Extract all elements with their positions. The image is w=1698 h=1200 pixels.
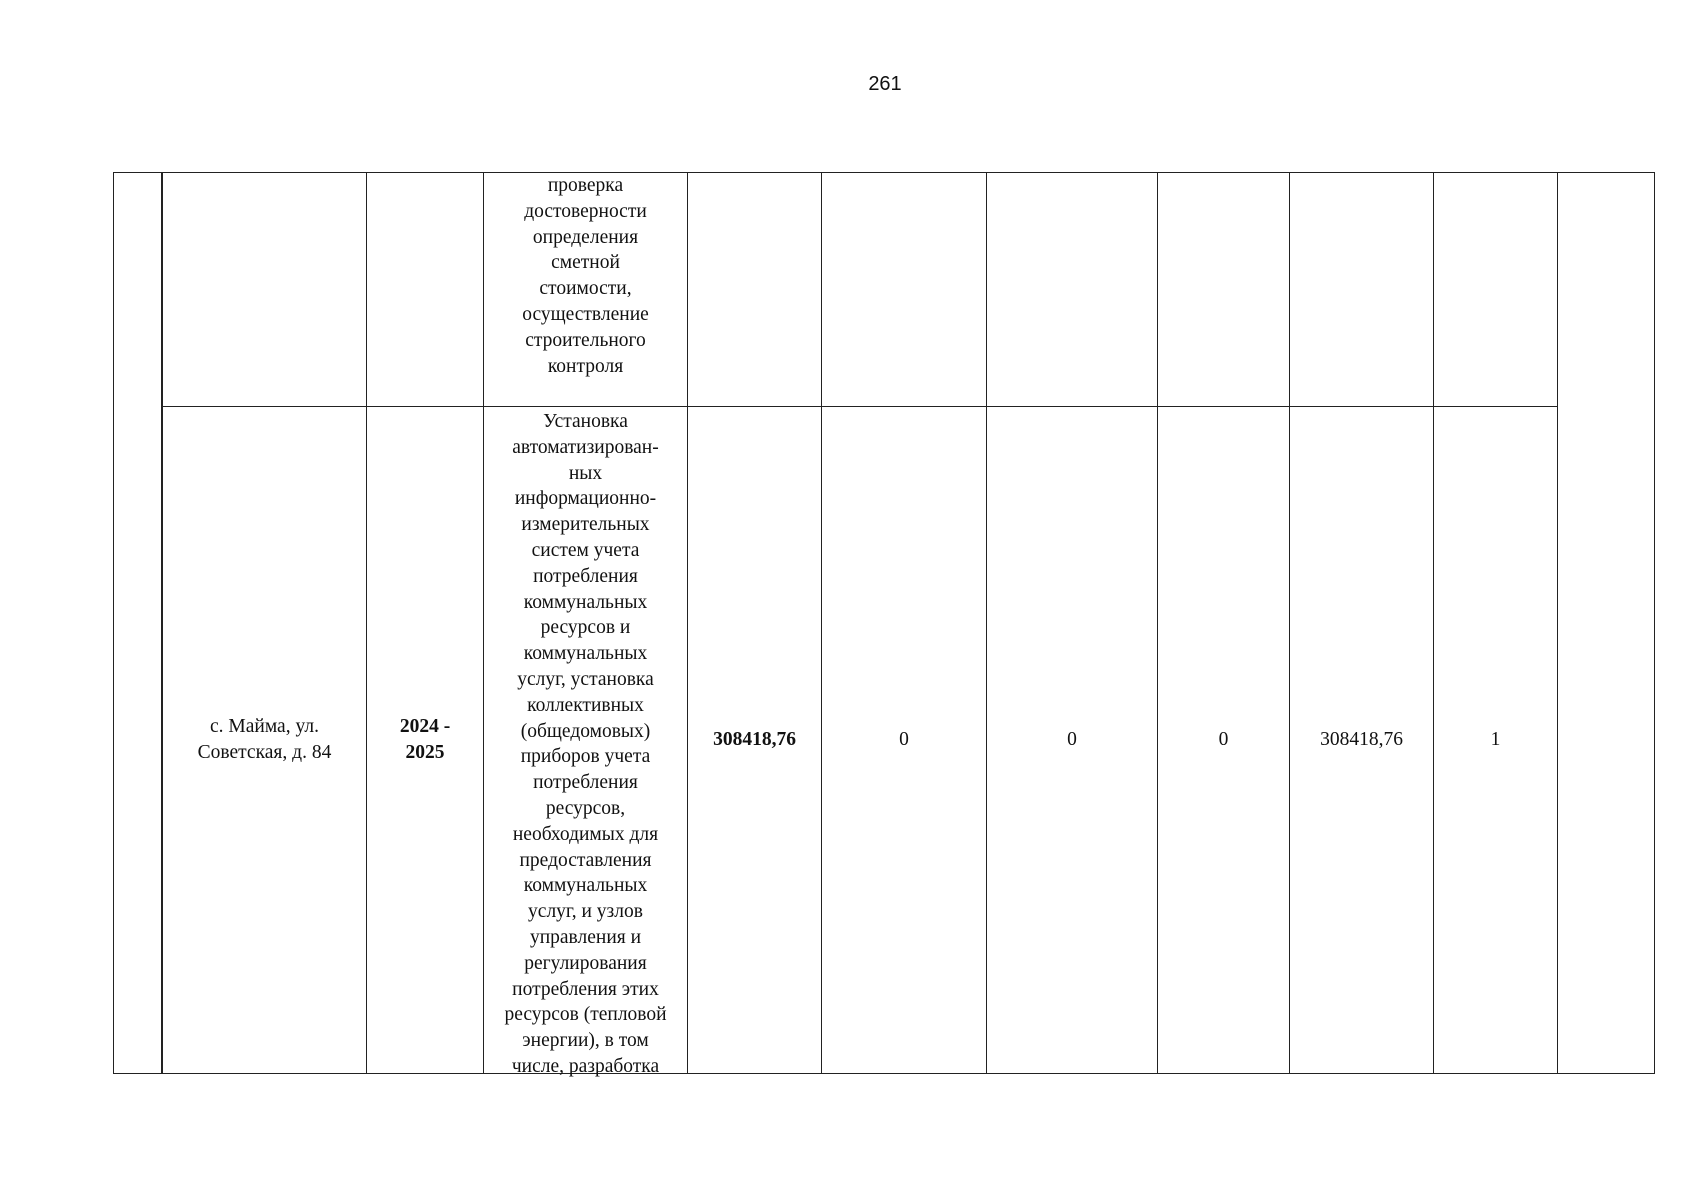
work-description-line: строительного	[525, 329, 646, 351]
table-right-border	[1654, 172, 1655, 1074]
address-cell	[163, 407, 366, 1073]
work-description-line: предоставления	[519, 849, 652, 871]
address-line: с. Майма, ул.	[210, 716, 319, 738]
work-description-line: ных	[568, 462, 603, 484]
work-description-line: коммунальных	[523, 591, 648, 613]
fund-cell: 0	[899, 729, 909, 751]
work-description-line: (общедомовых)	[520, 720, 651, 742]
work-description-line: приборов учета	[520, 746, 651, 768]
work-description-line: коллективных	[527, 694, 644, 716]
table-left-border	[113, 172, 114, 1074]
owners-funds-cell: 308418,76	[1320, 729, 1403, 751]
budget-table	[113, 172, 1655, 1077]
fund-cell: 0	[1067, 729, 1077, 751]
work-description-line: потребления этих	[512, 978, 659, 1000]
work-description-line: ресурсов (тепловой	[504, 1004, 667, 1026]
work-description-line: регулирования	[524, 952, 647, 974]
work-description-line: осуществление	[522, 303, 649, 325]
work-description-line: энергии), в том	[522, 1030, 649, 1052]
work-description-line: потребления	[533, 565, 638, 587]
work-description-line: услуг, установка	[517, 668, 654, 690]
work-description-line: автоматизирован-	[512, 436, 659, 458]
period-line: 2024 -	[399, 716, 451, 738]
fund-cell: 0	[1218, 729, 1229, 751]
work-description-line: управления и	[529, 926, 642, 948]
page-number: 261	[868, 73, 902, 95]
work-description-line: услуг, и узлов	[528, 901, 643, 923]
work-description-cell	[484, 407, 687, 1077]
work-description-line: сметной	[551, 252, 620, 274]
work-description-line: необходимых для	[512, 823, 659, 845]
column-divider	[1557, 172, 1558, 1074]
table-bottom-border	[113, 1073, 1655, 1074]
work-description-line: ресурсов,	[545, 797, 626, 819]
work-description-line: определения	[532, 226, 639, 248]
count-cell: 1	[1490, 729, 1501, 751]
work-description-line: стоимости,	[539, 278, 632, 300]
work-description-line: коммунальных	[523, 875, 648, 897]
work-description-line: числе, разработка	[511, 1055, 660, 1077]
table-top-border	[113, 172, 1655, 173]
total-cost-cell: 308418,76	[713, 729, 796, 751]
work-description-line: контроля	[547, 355, 624, 377]
work-description-line: потребления	[533, 772, 638, 794]
work-description-line: Установка	[543, 411, 628, 432]
work-description-cell	[484, 173, 687, 406]
work-description-line: достоверности	[524, 200, 647, 222]
address-line: Советская, д. 84	[197, 742, 332, 763]
work-description-line: коммунальных	[523, 643, 648, 665]
period-cell	[367, 407, 483, 1073]
period-line: 2025	[405, 742, 445, 763]
work-description-line: измерительных	[521, 514, 650, 536]
work-description-line: проверка	[547, 175, 624, 196]
work-description-line: систем учета	[531, 539, 640, 561]
work-description-line: ресурсов и	[540, 617, 631, 639]
work-description-line: информационно-	[514, 488, 657, 510]
